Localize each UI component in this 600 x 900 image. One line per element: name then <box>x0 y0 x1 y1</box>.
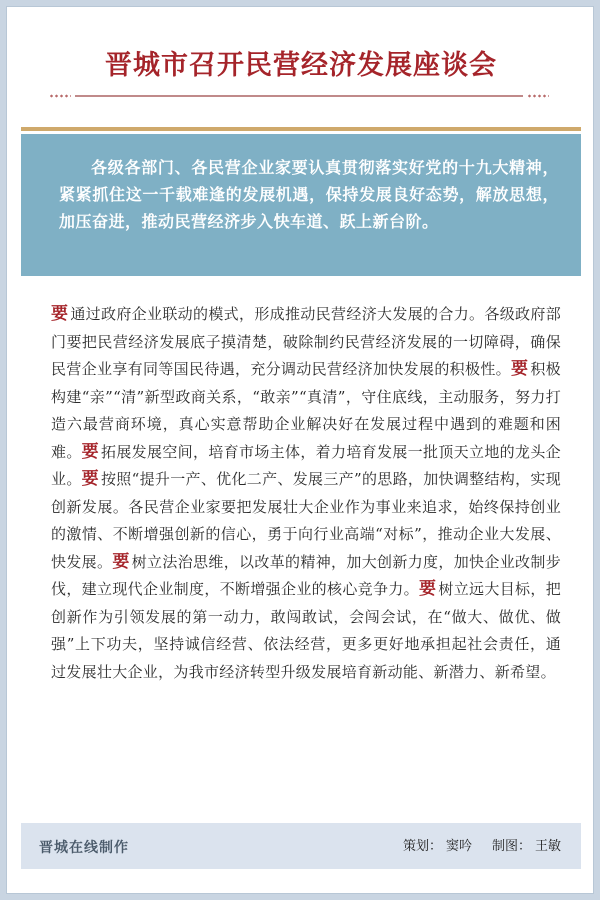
planner-name: 窦吟 <box>445 839 472 854</box>
planner-label: 策划： <box>402 839 442 854</box>
point-text: 拓展发展空间，培育市场主体，着力培育发展一批顶天立地的龙头企业。 <box>51 442 561 488</box>
point-text: 积极构建“亲”“清”新型政商关系，“敢亲”“真清”，守住底线，主动服务，努力打造六最营商环境，真心实意帮助企业解决好在发展过程中遇到的难题和困难。 <box>51 360 561 461</box>
page-title: 晋城市召开民营经济发展座谈会 <box>105 50 497 81</box>
point-text: 树立法治思维，以改革的精神，加大创新力度，加快企业改制步伐，建立现代企业制度，不断增强企业的核心竞争力。 <box>51 552 562 598</box>
divider-dots-left <box>49 94 71 98</box>
footer <box>21 823 581 869</box>
point-text: 按照“提升一产、优化二产、发展三产”的思路，加快调整结构，实现创新发展。各民营企业家要把发展壮大企业作为事业来追求，始终保持创业的激情、不断增强创新的信心，勇于向行业高端“对标”，推动企业大发展、快发展。 <box>51 470 562 571</box>
divider-dots-right <box>527 94 549 98</box>
article-body <box>51 301 561 686</box>
point-text: 树立远大目标，把创新作为引领发展的第一动力，敢闯敢试，会闯会试，在“做大、做优、做强”上下功夫，坚持诚信经营、依法经营，更多更好地承担起社会责任，通过发展壮大企业，为我市经济转型升级发展培育新动能、新潜力、新希望。 <box>51 580 561 681</box>
keyword-marker: 要 <box>419 576 436 604</box>
keyword-marker: 要 <box>51 301 68 329</box>
summary-box <box>21 134 581 276</box>
divider-line <box>75 95 523 97</box>
poster <box>6 6 594 894</box>
point-text: 通过政府企业联动的模式，形成推动民营经济大发展的合力。各级政府部门要把民营经济发展底子摸清楚，破除制约民营经济发展的一切障碍，确保民营企业享有同等国民待遇，充分调动民营经济加快发展的积极性。 <box>51 305 561 378</box>
designer-name: 王敏 <box>534 839 561 854</box>
footer-credits <box>399 835 561 854</box>
title-divider <box>49 93 549 99</box>
designer-label: 制图： <box>491 839 531 854</box>
keyword-marker: 要 <box>82 439 99 467</box>
keyword-marker: 要 <box>511 356 528 384</box>
summary-text: 各级各部门、各民营企业家要认真贯彻落实好党的十九大精神，紧紧抓住这一千载难逢的发展机遇，保持发展良好态势，解放思想，加压奋进，推动民营经济步入快车道、跃上新台阶。 <box>59 158 559 231</box>
keyword-marker: 要 <box>112 549 129 577</box>
gold-divider <box>21 127 581 131</box>
footer-brand: 晋城在线制作 <box>39 840 129 856</box>
keyword-marker: 要 <box>82 466 99 494</box>
